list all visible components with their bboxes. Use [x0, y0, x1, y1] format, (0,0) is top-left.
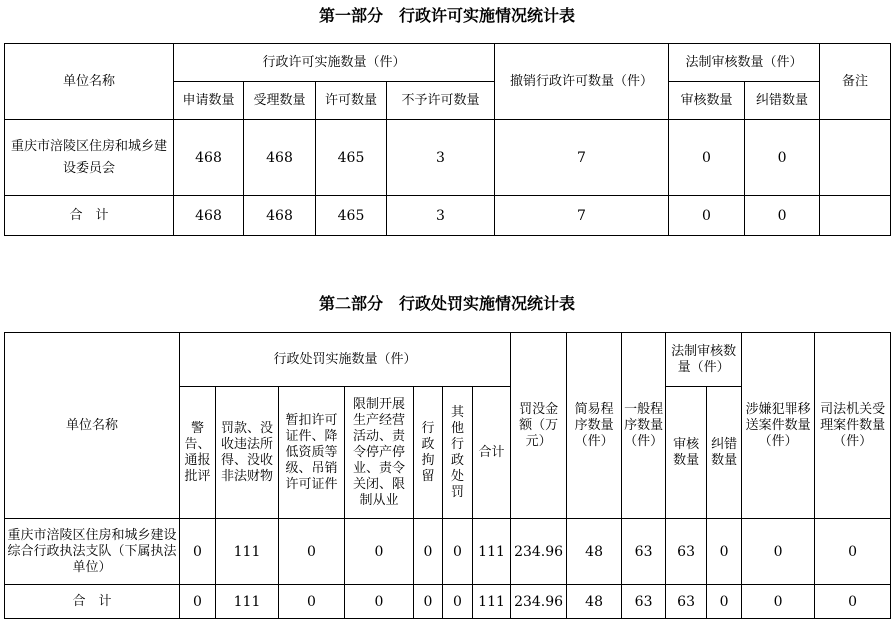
cell-review: 0 — [669, 196, 745, 236]
cell-correct: 0 — [745, 196, 820, 236]
header-review: 法制审核数量（件） — [669, 44, 820, 82]
header-apply: 申请数量 — [174, 82, 244, 120]
cell-apply: 468 — [174, 196, 244, 236]
header-remark: 备注 — [820, 44, 891, 120]
header-permit: 许可数量 — [316, 82, 387, 120]
header-warning: 警告、通报批评 — [180, 387, 216, 519]
header-review: 法制审核数量（件） — [666, 333, 742, 387]
cell-other: 0 — [443, 519, 473, 585]
header-judicial: 司法机关受理案件数量（件） — [815, 333, 891, 519]
header-review-count: 审核数量 — [669, 82, 745, 120]
cell-amount: 234.96 — [511, 585, 567, 619]
row-unit: 重庆市涪陵区住房和城乡建设委员会 — [5, 120, 174, 196]
header-fine: 罚款、没收违法所得、没收非法财物 — [216, 387, 279, 519]
cell-accept: 468 — [244, 120, 316, 196]
cell-suspend: 0 — [279, 519, 345, 585]
table-row-total — [5, 585, 891, 619]
cell-permit: 465 — [316, 196, 387, 236]
cell-correct: 0 — [707, 585, 742, 619]
part1-title: 第一部分 行政许可实施情况统计表 — [318, 6, 575, 25]
table-row — [5, 519, 891, 585]
cell-amount: 234.96 — [511, 519, 567, 585]
header-review-count: 审核数量 — [666, 387, 707, 519]
cell-other: 0 — [443, 585, 473, 619]
cell-crime: 0 — [742, 519, 815, 585]
header-total: 合计 — [473, 387, 511, 519]
row-total-label: 合 计 — [5, 585, 180, 619]
header-correct-count: 纠错数量 — [745, 82, 820, 120]
cell-review: 63 — [666, 519, 707, 585]
cell-review: 0 — [669, 120, 745, 196]
cell-remark — [820, 196, 891, 236]
cell-correct: 0 — [745, 120, 820, 196]
cell-crime: 0 — [742, 585, 815, 619]
cell-general: 63 — [622, 585, 666, 619]
cell-fine: 111 — [216, 585, 279, 619]
cell-apply: 468 — [174, 120, 244, 196]
table-row — [5, 120, 891, 196]
header-other: 其他行政处罚 — [443, 387, 473, 519]
header-implement: 行政处罚实施数量（件） — [180, 333, 511, 387]
header-restrict: 限制开展生产经营活动、责令停产停业、责令关闭、限制从业 — [345, 387, 414, 519]
header-revoke: 撤销行政许可数量（件） — [495, 44, 669, 120]
cell-suspend: 0 — [279, 585, 345, 619]
cell-revoke: 7 — [495, 120, 669, 196]
cell-judicial: 0 — [815, 585, 891, 619]
header-unit: 单位名称 — [5, 44, 174, 120]
cell-permit: 465 — [316, 120, 387, 196]
header-unit: 单位名称 — [5, 333, 180, 519]
cell-detention: 0 — [414, 519, 443, 585]
header-amount: 罚没金额（万元） — [511, 333, 567, 519]
penalty-stats-table — [4, 332, 891, 619]
cell-simple: 48 — [567, 585, 622, 619]
cell-accept: 468 — [244, 196, 316, 236]
part2-title: 第二部分 行政处罚实施情况统计表 — [318, 294, 575, 313]
cell-review: 63 — [666, 585, 707, 619]
header-simple: 简易程序数量（件） — [567, 333, 622, 519]
cell-restrict: 0 — [345, 519, 414, 585]
cell-warning: 0 — [180, 519, 216, 585]
cell-deny: 3 — [387, 120, 495, 196]
header-implement: 行政许可实施数量（件） — [174, 44, 495, 82]
cell-warning: 0 — [180, 585, 216, 619]
cell-simple: 48 — [567, 519, 622, 585]
cell-revoke: 7 — [495, 196, 669, 236]
header-general: 一般程序数量（件） — [622, 333, 666, 519]
cell-remark — [820, 120, 891, 196]
cell-detention: 0 — [414, 585, 443, 619]
header-crime: 涉嫌犯罪移送案件数量（件） — [742, 333, 815, 519]
cell-correct: 0 — [707, 519, 742, 585]
cell-total: 111 — [473, 585, 511, 619]
cell-total: 111 — [473, 519, 511, 585]
row-unit: 重庆市涪陵区住房和城乡建设综合行政执法支队（下属执法单位） — [5, 519, 180, 585]
cell-deny: 3 — [387, 196, 495, 236]
cell-general: 63 — [622, 519, 666, 585]
cell-fine: 111 — [216, 519, 279, 585]
row-total-label: 合 计 — [5, 196, 174, 236]
table-row-total — [5, 196, 891, 236]
cell-restrict: 0 — [345, 585, 414, 619]
header-deny: 不予许可数量 — [387, 82, 495, 120]
header-detention: 行政拘留 — [414, 387, 443, 519]
permit-stats-table — [4, 43, 891, 236]
cell-judicial: 0 — [815, 519, 891, 585]
header-correct-count: 纠错数量 — [707, 387, 742, 519]
header-accept: 受理数量 — [244, 82, 316, 120]
header-suspend: 暂扣许可证件、降低资质等级、吊销许可证件 — [279, 387, 345, 519]
